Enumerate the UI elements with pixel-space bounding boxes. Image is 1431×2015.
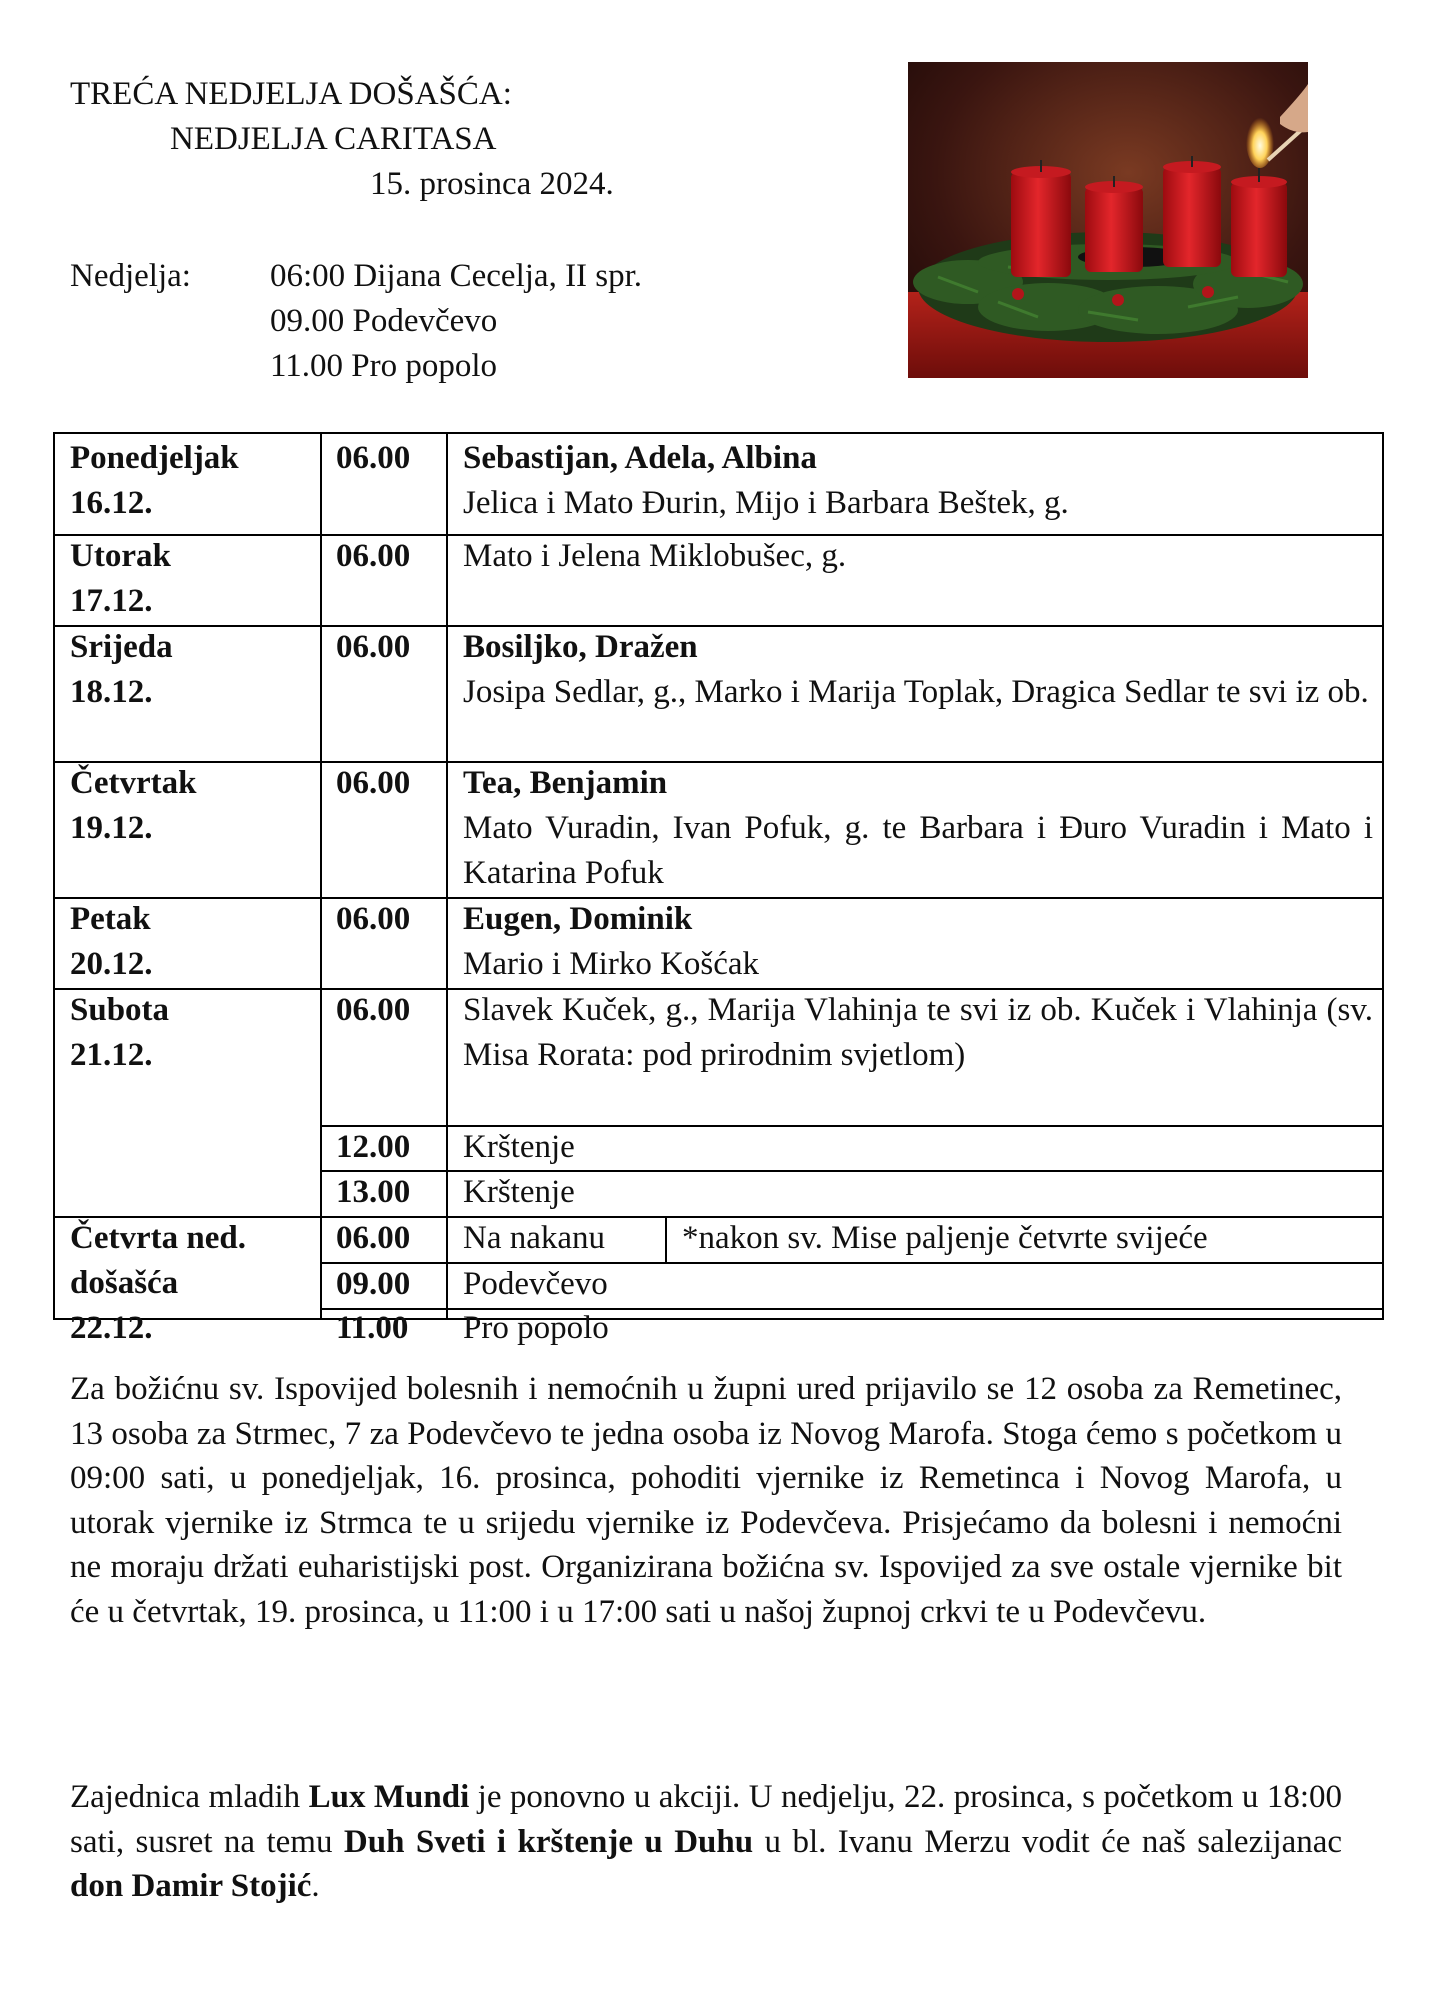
mass-schedule-table (53, 432, 1384, 1346)
row-saturday-time-3: 13.00 (336, 1174, 411, 1210)
row-saturday-intention-3: Krštenje (463, 1174, 575, 1210)
row-monday-time: 06.00 (336, 440, 411, 476)
row-friday-day: Petak 20.12. (70, 901, 153, 982)
topic-name: Duh Sveti i krštenje u Duhu (343, 1823, 754, 1860)
row-tuesday-day: Utorak 17.12. (70, 538, 171, 619)
sunday-mass-1: 06:00 Dijana Cecelja, II spr. (270, 258, 643, 294)
row-saturday-intention-2: Krštenje (463, 1129, 575, 1165)
row-sunday-intention-2: Podevčevo (463, 1266, 608, 1302)
row-saturday-time-2: 12.00 (336, 1129, 411, 1165)
row-sunday-time-3: 11.00 (336, 1310, 409, 1346)
row-wednesday-intentions: Bosiljko, Dražen Josipa Sedlar, g., Marko i Marija Toplak, Dragica Sedlar te svi iz ob. (463, 629, 1369, 710)
title-line-2: NEDJELJA CARITASA (170, 121, 497, 157)
row-tuesday-time: 06.00 (336, 538, 411, 574)
sunday-mass-3: 11.00 Pro popolo (270, 348, 498, 384)
row-friday-time: 06.00 (336, 901, 411, 937)
row-saturday-intentions: Slavek Kuček, g., Marija Vlahinja te svi iz ob. Kuček i Vlahinja (sv. Misa Rorata: pod prirodnim svjetlom) (463, 992, 1373, 1073)
group-name: Lux Mundi (308, 1779, 470, 1815)
row-saturday-time: 06.00 (336, 992, 411, 1028)
row-sunday-time-2: 09.00 (336, 1266, 411, 1302)
row-wednesday-time: 06.00 (336, 629, 411, 665)
row-sunday-intention-3: Pro popolo (463, 1310, 609, 1346)
row-friday-intentions: Eugen, Dominik Mario i Mirko Košćak (463, 901, 760, 982)
advent-wreath-photo (908, 62, 1308, 378)
row-monday-intentions: Sebastijan, Adela, Albina Jelica i Mato Đurin, Mijo i Barbara Beštek, g. (463, 440, 1069, 521)
speaker-name: don Damir Stojić (70, 1868, 312, 1904)
row-saturday-day: Subota 21.12. (70, 992, 170, 1073)
row-sunday-note: *nakon sv. Mise paljenje četvrte svijeće (682, 1220, 1208, 1256)
row-sunday-day: Četvrta ned. došašća 22.12. (70, 1220, 246, 1346)
confession-announcement: Za božićnu sv. Ispovijed bolesnih i nemoćnih u župni ured prijavilo se 12 osoba za Remetinec, 13 osoba za Strmec, 7 za Podevčevo te jedna osoba iz Novog Marofa. Stoga ćemo s početkom u 09:00 sati, u ponedjeljak, 16. prosinca, pohoditi vjernike iz Remetinca i Novog Marofa, u utorak vjernike iz Strmca te u srijedu vjernike iz Podevčeva. Prisjećamo da bolesni i nemoćni ne moraju držati euharistijski post. Organizirana božićna sv. Ispovijed za sve ostale vjernike bit će u četvrtak, 19. prosinca, u 11:00 i u 17:00 sati u našoj župnoj crkvi te u Podevčevu. (70, 1371, 1342, 1630)
title-date: 15. prosinca 2024. (370, 166, 614, 202)
row-tuesday-intentions: Mato i Jelena Miklobušec, g. (463, 538, 847, 574)
row-sunday-intention: Na nakanu (463, 1220, 606, 1256)
row-sunday-time: 06.00 (336, 1220, 411, 1256)
sunday-mass-2: 09.00 Podevčevo (270, 303, 498, 339)
youth-announcement: Zajednica mladih Lux Mundi je ponovno u akciji. U nedjelju, 22. prosinca, s početkom u 18:00 sati, susret na temu Duh Sveti i krštenje u Duhu u bl. Ivanu Merzu vodit će naš salezijanac don Damir Stojić. (70, 1779, 1343, 1904)
row-thursday-intentions: Tea, Benjamin Mato Vuradin, Ivan Pofuk, g. te Barbara i Đuro Vuradin i Mato i Katarina Pofuk (463, 765, 1373, 891)
row-thursday-time: 06.00 (336, 765, 411, 801)
row-wednesday-day: Srijeda 18.12. (70, 629, 173, 710)
title-line-1: TREĆA NEDJELJA DOŠAŠĆA: (70, 76, 512, 112)
row-thursday-day: Četvrtak 19.12. (70, 765, 197, 846)
sunday-label: Nedjelja: (70, 258, 191, 294)
row-monday-day: Ponedjeljak 16.12. (70, 440, 239, 521)
